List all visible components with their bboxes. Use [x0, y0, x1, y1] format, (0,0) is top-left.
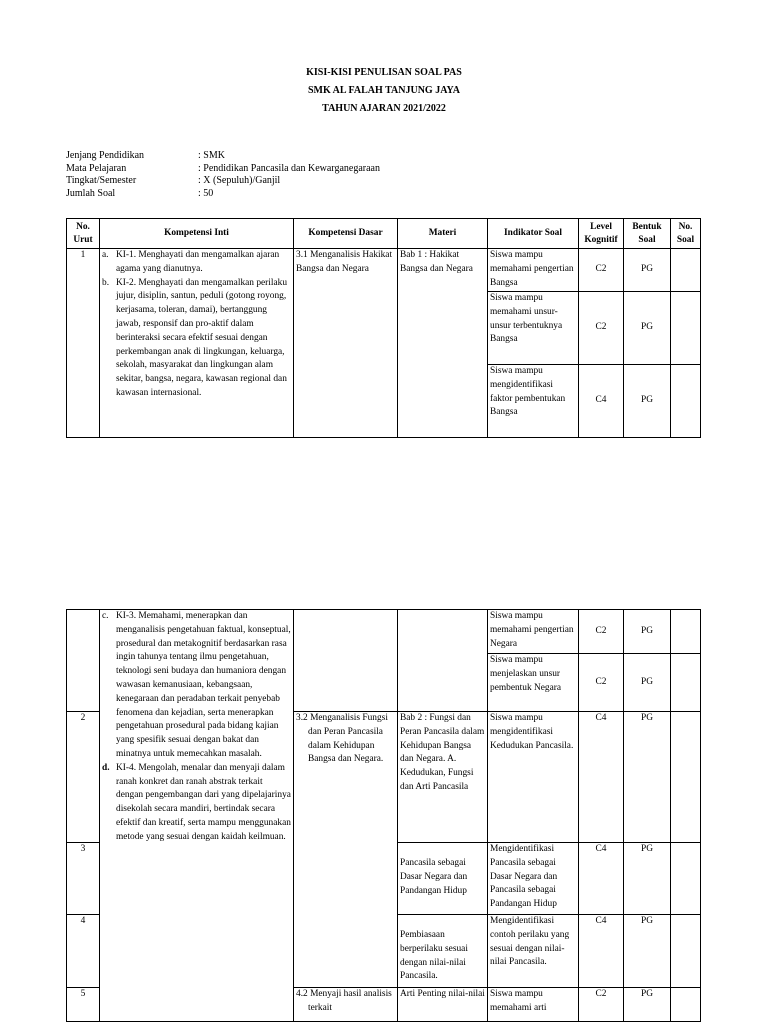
no-soal-cell — [671, 249, 701, 292]
no-soal-cell — [671, 843, 701, 915]
level-cell: C2 — [579, 292, 624, 365]
level-cell: C4 — [579, 915, 624, 988]
row-number: 3 — [67, 843, 100, 915]
row-number: 1 — [67, 249, 100, 438]
level-cell: C2 — [579, 654, 624, 712]
table-row — [67, 249, 701, 292]
ki-text: KI-2. Menghayati dan mengamalkan perilaku jujur, disiplin, santun, peduli (gotong royong, kerjasama, toleran, damai), bertanggung jawab, responsif dan pro-aktif dalam berinteraksi secara efektif sesuai dengan perkembangan anak di lingkungan, keluarga, sekolah, masyarakat dan lingkungan alam sekitar, bangsa, negara, kawasan regional dan kawasan internasional. — [116, 277, 288, 398]
col-indikator: Indikator Soal — [488, 219, 579, 249]
kompetensi-inti-cell — [100, 610, 294, 1022]
kompetensi-inti-cell — [100, 249, 294, 438]
indikator-cell: Mengidentifikasi Pancasila sebagai Dasar Negara dan Pancasila sebagai Pandangan Hidup — [488, 843, 579, 915]
doc-title: KISI-KISI PENULISAN SOAL PAS — [306, 67, 462, 78]
row-number: 5 — [67, 988, 100, 1022]
materi-cell: Pembiasaan berperilaku sesuai dengan nilai-nilai Pancasila. — [398, 915, 488, 988]
table-header-row — [67, 219, 701, 249]
materi-cell: Pancasila sebagai Dasar Negara dan Pandangan Hidup — [398, 843, 488, 915]
level-cell: C4 — [579, 843, 624, 915]
table-row — [67, 610, 701, 654]
no-soal-cell — [671, 712, 701, 843]
bentuk-cell: PG — [624, 610, 671, 654]
kompetensi-dasar-cell: 3.1 Menganalisis Hakikat Bangsa dan Negara — [294, 249, 398, 438]
meta-info — [66, 150, 380, 200]
level-cell: C4 — [579, 365, 624, 438]
bentuk-cell: PG — [624, 292, 671, 365]
row-number — [67, 610, 100, 712]
bentuk-cell: PG — [624, 915, 671, 988]
meta-label: Jumlah Soal — [66, 187, 116, 199]
indikator-cell: Siswa mampu memahami arti — [488, 988, 579, 1022]
indikator-cell: Siswa mampu memahami pengertian Negara — [488, 610, 579, 654]
row-number: 2 — [67, 712, 100, 843]
ki-list — [102, 610, 291, 845]
ki-text: KI-4. Mengolah, menalar dan menyaji dalam ranah konkret dan ranah abstrak terkait dengan pengembangan dari yang dipelajarinya disekolah secara mandiri, bertindak secara efektif dan kreatif, serta mampu menggunakan metode yang sesuai dengan kaidah keilmuan. — [116, 762, 291, 842]
ki-item — [102, 610, 291, 762]
meta-value: : Pendidikan Pancasila dan Kewarganegaraan — [198, 162, 380, 174]
meta-row — [66, 175, 380, 188]
meta-row — [66, 163, 380, 176]
meta-label: Tingkat/Semester — [66, 175, 137, 186]
no-soal-cell — [671, 365, 701, 438]
meta-row — [66, 188, 380, 201]
ki-text: KI-1. Menghayati dan mengamalkan ajaran agama yang dianutnya. — [116, 250, 280, 274]
meta-label: Mata Pelajaran — [66, 162, 127, 174]
meta-label: Jenjang Pendidikan — [66, 150, 145, 161]
academic-year: TAHUN AJARAN 2021/2022 — [322, 103, 446, 114]
no-soal-cell — [671, 292, 701, 365]
ki-letter: a. — [102, 250, 109, 260]
indikator-cell: Siswa mampu mengidentifikasi faktor pembentukan Bangsa — [488, 365, 579, 438]
col-kompetensi-dasar: Kompetensi Dasar — [294, 219, 398, 249]
bentuk-cell: PG — [624, 249, 671, 292]
kisi-table-1 — [66, 218, 701, 438]
indikator-cell: Mengidentifikasi contoh perilaku yang sesuai dengan nilai-nilai Pancasila. — [488, 915, 579, 988]
ki-item — [102, 762, 291, 845]
level-cell: C2 — [579, 988, 624, 1022]
kisi-table-2 — [66, 609, 701, 1022]
meta-row — [66, 150, 380, 163]
indikator-cell: Siswa mampu menjelaskan unsur pembentuk Negara — [488, 654, 579, 712]
ki-letter: d. — [102, 762, 110, 773]
materi-cell: Bab 1 : Hakikat Bangsa dan Negara — [398, 249, 488, 438]
kompetensi-dasar-cell — [294, 610, 398, 712]
ki-item — [102, 249, 291, 277]
no-soal-cell — [671, 654, 701, 712]
kompetensi-dasar-cell: 4.2 Menyaji hasil analisis terkait — [294, 988, 398, 1022]
indikator-cell: Siswa mampu mengidentifikasi Kedudukan Pancasila. — [488, 712, 579, 843]
meta-value: : SMK — [198, 150, 225, 161]
col-level: Level Kognitif — [579, 219, 624, 249]
bentuk-cell: PG — [624, 712, 671, 843]
meta-value: : X (Sepuluh)/Ganjil — [198, 175, 281, 186]
col-no-soal: No. Soal — [671, 219, 701, 249]
indikator-cell: Siswa mampu memahami unsur-unsur terbentuknya Bangsa — [488, 292, 579, 365]
col-bentuk: Bentuk Soal — [624, 219, 671, 249]
ki-letter: c. — [102, 611, 109, 621]
ki-text: KI-3. Memahami, menerapkan dan menganalisis pengetahuan faktual, konseptual, prosedural dan metakognitif berdasarkan rasa ingin tahunya tentang ilmu pengetahuan, teknologi seni budaya dan humaniora dengan wawasan kemanusiaan, kebangsaan, kenegaraan dan peradaban terkait penyebab fenomena dan kejadian, serta menerapkan pengetahuan prosedural pada bidang kajian yang spesifik sesuai dengan bakat dan minatnya untuk memecahkan masalah. — [116, 611, 291, 759]
level-cell: C2 — [579, 249, 624, 292]
meta-value: : 50 — [198, 187, 214, 199]
bentuk-cell: PG — [624, 843, 671, 915]
bentuk-cell: PG — [624, 365, 671, 438]
indikator-cell: Siswa mampu memahami pengertian Bangsa — [488, 249, 579, 292]
materi-cell: Bab 2 : Fungsi dan Peran Pancasila dalam Kehidupan Bangsa dan Negara. A. Kedudukan, Fungsi dan Arti Pancasila — [398, 712, 488, 843]
no-soal-cell — [671, 988, 701, 1022]
col-no-urut: No. Urut — [67, 219, 100, 249]
materi-cell: Arti Penting nilai-nilai — [398, 988, 488, 1022]
ki-letter: b. — [102, 277, 110, 288]
col-kompetensi-inti: Kompetensi Inti — [100, 219, 294, 249]
materi-cell — [398, 610, 488, 712]
no-soal-cell — [671, 610, 701, 654]
ki-list — [102, 249, 291, 401]
no-soal-cell — [671, 915, 701, 988]
kompetensi-dasar-cell: 3.2 Menganalisis Fungsi dan Peran Pancasila dalam Kehidupan Bangsa dan Negara. — [294, 712, 398, 988]
level-cell: C4 — [579, 712, 624, 843]
row-number: 4 — [67, 915, 100, 988]
col-materi: Materi — [398, 219, 488, 249]
level-cell: C2 — [579, 610, 624, 654]
bentuk-cell: PG — [624, 654, 671, 712]
bentuk-cell: PG — [624, 988, 671, 1022]
ki-item — [102, 277, 291, 401]
school-name: SMK AL FALAH TANJUNG JAYA — [307, 85, 461, 96]
